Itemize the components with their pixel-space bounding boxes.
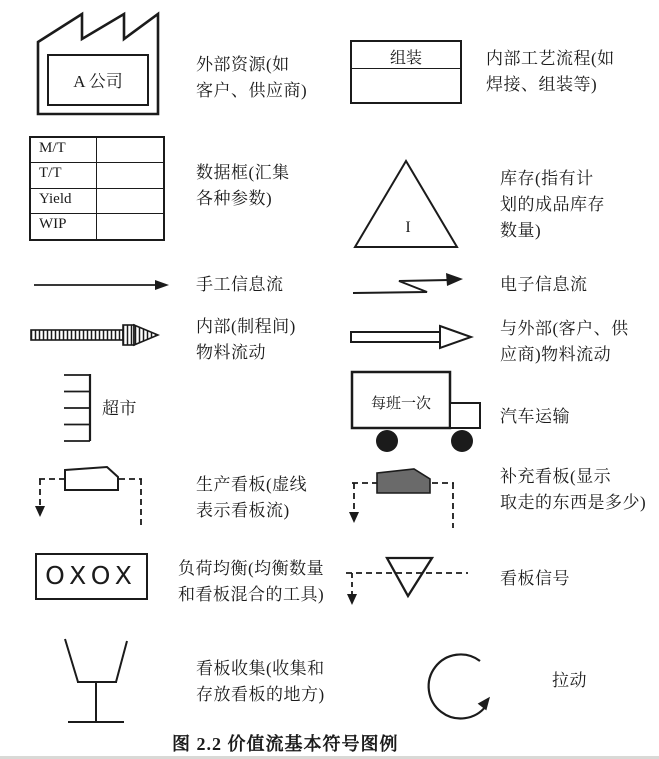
kanban-post-label: 看板收集(收集和 存放看板的地方) <box>196 659 325 704</box>
supermarket-icon <box>62 372 94 444</box>
truck-frequency-text: 每班一次 <box>370 396 432 412</box>
databox-label: 数据框(汇集 各种参数) <box>196 163 290 208</box>
production-kanban-label: 生产看板(虚线 表示看板流) <box>196 475 308 520</box>
external-flow-label: 与外部(客户、供 应商)物料流动 <box>500 319 629 364</box>
kanban-post-icon <box>60 635 132 727</box>
production-kanban-icon <box>33 460 148 532</box>
truck-icon <box>349 366 489 454</box>
process-label: 内部工艺流程(如 焊接、组装等) <box>486 49 615 94</box>
load-leveling-box: OXOX <box>35 553 148 600</box>
truck-label: 汽车运输 <box>500 407 570 426</box>
manual-flow-arrow-icon <box>33 277 173 293</box>
figure-caption: 图 2.2 价值流基本符号图例 <box>172 734 399 754</box>
external-flow-arrow-icon <box>350 324 474 350</box>
kanban-signal-label: 看板信号 <box>500 569 570 588</box>
electronic-flow-label: 电子信息流 <box>500 275 588 294</box>
process-box <box>350 40 462 104</box>
manual-flow-label: 手工信息流 <box>196 275 284 294</box>
data-box-table <box>29 136 165 241</box>
inventory-label: 库存(指有计 划的成品库存 数量) <box>500 169 605 240</box>
withdrawal-kanban-label: 补充看板(显示 取走的东西是多少) <box>500 467 647 512</box>
process-title: 组装 <box>389 50 422 67</box>
table-row: T/T <box>31 163 163 188</box>
table-row: WIP <box>31 214 163 239</box>
inventory-letter: I <box>405 219 411 236</box>
load-leveling-label: 负荷均衡(均衡数量 和看板混合的工具) <box>178 559 325 604</box>
kanban-signal-icon <box>344 550 474 608</box>
internal-flow-label: 内部(制程间) 物料流动 <box>196 317 296 362</box>
withdrawal-kanban-icon <box>348 460 460 532</box>
table-row: M/T <box>31 138 163 163</box>
table-row: Yield <box>31 189 163 214</box>
factory-label: 外部资源(如 客户、供应商) <box>196 55 308 100</box>
electronic-flow-arrow-icon <box>350 268 468 298</box>
pull-arrow-icon <box>424 648 504 728</box>
internal-flow-arrow-icon <box>30 322 160 348</box>
supermarket-label: 超市 <box>102 399 137 418</box>
factory-icon <box>36 8 160 116</box>
process-divider <box>352 68 460 69</box>
pull-label: 拉动 <box>552 671 587 690</box>
factory-name-text: A 公司 <box>73 72 123 91</box>
inventory-triangle-icon <box>352 158 460 250</box>
